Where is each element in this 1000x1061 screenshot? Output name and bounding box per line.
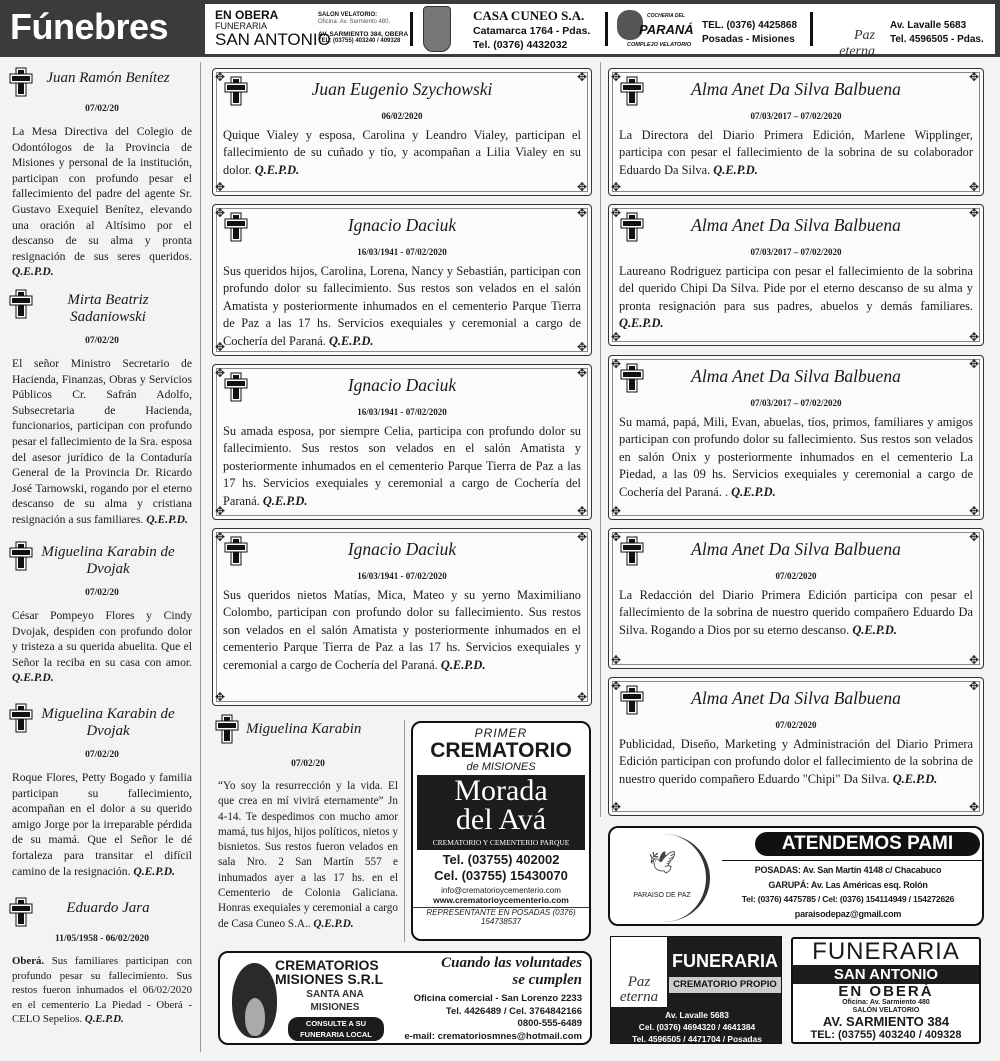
notice-body (12, 356, 192, 528)
ad-text: Oficina comercial - San Lorenzo 2233 (413, 993, 582, 1004)
ad-text: EN OBERÁ (838, 983, 934, 1000)
pami-headline: ATENDEMOS PAMI (755, 832, 980, 856)
cross-icon (623, 79, 641, 103)
divider (810, 12, 813, 46)
notice-body (619, 127, 973, 179)
ad-title-block (667, 937, 782, 1007)
ornament-corner-icon: ✥ (611, 180, 622, 194)
casa-cuneo-crest-logo (423, 6, 451, 52)
ad-text: SANTA ANA (306, 989, 364, 1000)
qepd-text: Q.E.P.D. (262, 493, 308, 508)
ornament-corner-icon: ✥ (969, 70, 980, 84)
qepd-text: Q.E.P.D. (713, 162, 758, 177)
ad-contact (404, 993, 582, 1043)
ad-text: CREMATORIO PROPIO (669, 977, 781, 993)
ad-name-block (417, 775, 585, 850)
cross-icon (227, 215, 245, 239)
cross-icon (623, 366, 641, 390)
deceased-name: Mirta Beatriz Sadaniowski (67, 292, 149, 325)
qepd-text: Q.E.P.D. (254, 162, 300, 177)
qepd-text: Q.E.P.D. (731, 484, 776, 499)
ornament-corner-icon: ✥ (215, 530, 226, 544)
ornament-corner-icon: ✥ (969, 357, 980, 371)
obituary-notice (12, 900, 192, 1027)
ad-location (295, 988, 375, 1014)
cross-icon (623, 688, 641, 712)
qepd-text: Q.E.P.D. (84, 1013, 124, 1025)
deceased-name: Miguelina Karabin de Dvojak (41, 544, 175, 577)
ad-text: PARANÁ (639, 22, 694, 37)
ad-text: AV. SARMIENTO 384, OBERA (318, 31, 409, 39)
notice-date: 07/03/2017 – 07/02/2020 (750, 247, 842, 257)
obituary-notice (608, 677, 984, 816)
deceased-name: Alma Anet Da Silva Balbuena (691, 215, 901, 235)
ad-text: Morada (454, 774, 548, 807)
ornament-corner-icon: ✥ (577, 690, 588, 704)
deceased-name: Alma Anet Da Silva Balbuena (691, 688, 901, 708)
ad-text: Tel. (0376) 4432032 (473, 38, 568, 51)
ad-text: COCHERIA DEL (647, 13, 685, 19)
qepd-text: Q.E.P.D. (12, 671, 54, 685)
ad-text: Oficina: Av. Sarmiento 480 (842, 999, 930, 1006)
section-header (0, 0, 1000, 57)
ad-morada-del-ava[interactable] (411, 721, 591, 941)
ornament-corner-icon: ✥ (215, 180, 226, 194)
ornament-corner-icon: ✥ (215, 340, 226, 354)
deceased-name: Eduardo Jara (66, 900, 150, 916)
deceased-name: Ignacio Daciuk (347, 215, 457, 235)
ornament-corner-icon: ✥ (969, 330, 980, 344)
ad-text: FUNERARIA (672, 951, 778, 971)
deceased-name: Miguelina Karabin (246, 720, 362, 737)
ornament-corner-icon: ✥ (215, 366, 226, 380)
divider (410, 12, 413, 46)
consult-badge (288, 1017, 384, 1041)
ad-text: Tel. 4596505 - Pdas. (890, 34, 984, 45)
notice-date: 07/02/20 (85, 336, 119, 346)
header-ads-strip (205, 4, 995, 59)
obituary-notice (608, 528, 984, 669)
ornament-corner-icon: ✥ (969, 180, 980, 194)
qepd-text: Q.E.P.D. (892, 771, 938, 786)
ornament-corner-icon: ✥ (611, 653, 622, 667)
ad-text: Cel. (03755) 15430070 (434, 868, 568, 883)
obituary-notice (608, 204, 984, 346)
header-ad-casa-cuneo[interactable] (473, 8, 590, 51)
qepd-text: Q.E.P.D. (852, 622, 897, 637)
ad-text: TEL. (0376) 4425868 (702, 20, 798, 31)
notice-text: “Yo soy la resurrección y la vida. El que crea en mí vivirá eternamente” Jn 4-14. Te despedimos con mucho amor mamá, tus hijos, hijos políticos, nietos y bisnietos. Sus restos fueron velados en sala Nro. 2 San Martín 557 e inhumados ayer a las 17 hs. en el Cementerio de Colonia Galiciana. Honras exequiales y ceremonial a cargo de Casa Cuneo S.A.. (218, 780, 398, 930)
cross-icon (623, 215, 641, 239)
obituary-notice (218, 717, 398, 932)
ad-text: MISIONES S.R.L (275, 971, 384, 987)
ad-text: GARUPÁ: Av. Las Américas esq. Rolón (768, 879, 928, 890)
ad-paraiso-de-paz[interactable] (608, 826, 984, 926)
ad-text: SALÓN VELATORIO (852, 1007, 920, 1014)
qepd-text: Q.E.P.D. (440, 657, 486, 672)
notice-text: Laureano Rodriguez participa con pesar el fallecimiento de la sobrina del querido Chipi Da Silva. Pide por el eterno descanso de su alma y pronta resignación para sus padres, abuelos y demás familiares. (619, 264, 973, 313)
header-ad-san-antonio[interactable] (215, 9, 331, 48)
notice-body (619, 587, 973, 639)
ad-text: CREMATORIOS (275, 957, 379, 973)
qepd-text: Q.E.P.D. (328, 333, 374, 348)
notice-date: 16/03/1941 - 07/02/2020 (357, 247, 447, 257)
cross-icon (12, 70, 30, 94)
ad-text: EN OBERA (215, 8, 279, 22)
ornament-corner-icon: ✥ (577, 70, 588, 84)
ad-funeraria-san-antonio[interactable] (791, 937, 981, 1044)
deceased-name: Alma Anet Da Silva Balbuena (691, 539, 901, 559)
divider (722, 860, 984, 861)
notice-text: El señor Ministro Secretario de Hacienda, Finanzas, Obras y Servicios Públicos Cr. Safrán Adolfo, Subsecretaria de Hacienda, funcionarios, participan con profundo pesar el fallecimiento de la Sra. esposa del asesor jurídico de la Contaduría General de la Provincia Dr. Ricardo José Tarnowski, rogando por el eterno descanso de su alma y cristiana resignación a sus familiares. (12, 357, 192, 526)
notice-date: 06/02/2020 (381, 111, 423, 121)
ad-text: se cumplen (512, 972, 582, 988)
ad-text: TEL: (03755) 403240 / 409328 (810, 1029, 962, 1041)
qepd-text: Q.E.P.D. (313, 917, 354, 930)
column-divider (200, 62, 201, 1052)
ad-text: Cuando las voluntades (441, 955, 582, 971)
notice-text: Sus queridos nietos Matías, Mica, Mateo y su yerno Maximiliano Colombo, participan con profundo dolor su fallecimiento. Sus restos son velados en el salón Amatista y posteriormente inhumados en el cementerio Parque Tierra de Paz a las 17 hs. Servicios exequiales y ceremonial a cargo de Cochería del Paraná. (223, 588, 581, 672)
ornament-corner-icon: ✥ (577, 504, 588, 518)
ad-text: AV. SARMIENTO 384 (822, 1014, 950, 1029)
notice-text: La Directora del Diario Primera Edición, Marlene Wipplinger, participa con pesar el fallecimiento de la sobrina de su colaborador Eduardo Da Silva. (619, 128, 973, 177)
notice-body (223, 263, 581, 350)
notice-body (12, 770, 192, 879)
ad-text: SAN ANTONIO (215, 30, 331, 50)
notice-date: 07/02/20 (85, 750, 119, 760)
header-ad-parana[interactable] (702, 19, 797, 47)
qepd-text: Q.E.P.D. (12, 265, 54, 279)
notice-text: Roque Flores, Petty Bogado y familia participan su fallecimiento, acompañan en el dolor a su querido amigo Jorge por la irreparable pérdida de su mamá. Que el Señor le dé fortaleza para transitar el difícil camino de la resignación. (12, 771, 192, 878)
ornament-corner-icon: ✥ (577, 366, 588, 380)
qepd-text: Q.E.P.D. (619, 316, 664, 331)
divider (605, 12, 608, 46)
ad-text: Catamarca 1764 - Pdas. (473, 25, 591, 37)
ad-text: REPRESENTANTE EN POSADAS (0376) 154738537 (413, 907, 589, 926)
obituary-notice (12, 70, 192, 280)
ornament-corner-icon: ✥ (611, 679, 622, 693)
notice-text: Su amada esposa, por siempre Celia, participa con profundo dolor su fallecimiento. Sus restos son velados en el salón Amatista y posteriormente inhumados en el cementerio Parque Tierra de Paz a las 17 hs. Servicios exequiales y ceremonial a cargo de Cochería del Paraná. (223, 424, 581, 508)
ad-text: Av. Lavalle 5683 (665, 1010, 729, 1020)
deceased-name: Alma Anet Da Silva Balbuena (691, 79, 901, 99)
qepd-text: Q.E.P.D. (146, 512, 188, 526)
notice-body (12, 954, 192, 1027)
notice-body (619, 263, 973, 333)
obituary-notice (212, 364, 592, 520)
notice-body (218, 779, 398, 932)
ad-text: CREMATORIO Y CEMENTERIO PARQUE (432, 838, 570, 847)
notice-text: César Pompeyo Flores y Cindy Dvojak, despiden con profundo dolor y tristeza a su querida abuelita. Que el Señor la reciba en su casa con amor. (12, 609, 192, 669)
notice-body (223, 587, 581, 674)
notice-text: Sus queridos hijos, Carolina, Lorena, Nancy y Sebastián, participan con profundo dolor su fallecimiento. Sus restos son velados en el salón Amatista y posteriormente inhumados en el cementerio Parque Tierra de Paz a las 17 hs. Servicios exequiales y ceremonial a cargo de Cochería del Paraná. (223, 264, 581, 348)
notice-body (223, 127, 581, 179)
deceased-name: Ignacio Daciuk (347, 539, 457, 559)
ad-text: Av. Lavalle 5683 (890, 20, 967, 31)
obituary-notice (12, 292, 192, 528)
ornament-corner-icon: ✥ (611, 504, 622, 518)
deceased-name: Alma Anet Da Silva Balbuena (691, 366, 901, 386)
ornament-corner-icon: ✥ (611, 70, 622, 84)
notice-date: 16/03/1941 - 07/02/2020 (357, 407, 447, 417)
dove-icon: 🕊 (648, 850, 676, 875)
ornament-corner-icon: ✥ (577, 340, 588, 354)
notice-date: 07/02/20 (85, 588, 119, 598)
paz-eterna-logo: Paz eterna (619, 974, 659, 1005)
parana-logo (617, 8, 697, 52)
notice-text: Quique Vialey y esposa, Carolina y Leandro Vialey, participan el fallecimiento de su cuñado y tío, y acompañan a Lilia Vialey en su dolor. (223, 128, 581, 177)
notice-date: 07/02/20 (85, 104, 119, 114)
ad-crematorios-misiones[interactable] (218, 951, 592, 1045)
pami-contact (712, 863, 984, 921)
ad-text: COMPLEJO VELATORIO (627, 42, 691, 48)
notice-lead: Oberá. (12, 955, 45, 967)
ornament-corner-icon: ✥ (215, 70, 226, 84)
column-divider (404, 720, 405, 942)
ornament-corner-icon: ✥ (611, 206, 622, 220)
ad-text: POSADAS: Av. San Martín 4148 c/ Chacabuco (754, 865, 942, 875)
obituary-notice (12, 544, 192, 686)
ornament-corner-icon: ✥ (969, 504, 980, 518)
header-ad-paz-eterna[interactable] (890, 19, 984, 47)
notice-body (12, 124, 192, 280)
ornament-corner-icon: ✥ (969, 653, 980, 667)
ornament-corner-icon: ✥ (577, 530, 588, 544)
flame-inner-icon (245, 998, 265, 1036)
notice-date: 07/02/20 (291, 759, 325, 769)
ad-text: MISIONES (310, 1002, 360, 1013)
ornament-corner-icon: ✥ (215, 206, 226, 220)
column-divider (600, 62, 601, 817)
ad-text: de MISIONES (466, 761, 536, 773)
obituary-notice (212, 68, 592, 196)
notice-date: 16/03/1941 - 07/02/2020 (357, 571, 447, 581)
cross-icon (623, 539, 641, 563)
ad-slogan (441, 955, 582, 989)
notice-date: 07/02/2020 (775, 571, 817, 581)
ad-text: Tel. (03755) 402002 (442, 852, 560, 867)
obituary-notice (12, 706, 192, 879)
ornament-corner-icon: ✥ (969, 679, 980, 693)
deceased-name: Juan Ramón Benítez (46, 70, 170, 86)
ad-text: CASA CUNEO S.A. (473, 8, 585, 23)
notice-date: 07/03/2017 – 07/02/2020 (750, 111, 842, 121)
notice-date: 07/02/2020 (775, 720, 817, 730)
obituary-notice (608, 68, 984, 196)
ornament-corner-icon: ✥ (969, 800, 980, 814)
notice-body (12, 608, 192, 686)
obituary-notice (212, 528, 592, 706)
ornament-corner-icon: ✥ (969, 530, 980, 544)
ornament-corner-icon: ✥ (611, 330, 622, 344)
ornament-corner-icon: ✥ (969, 206, 980, 220)
ad-text: paraisodepaz@gmail.com (794, 908, 902, 919)
ad-text: www.crematorioycementerio.com (433, 895, 569, 905)
ornament-corner-icon: ✥ (611, 357, 622, 371)
notice-text: La Mesa Directiva del Colegio de Odontólogos de la Provincia de Misiones y personal de la institución, participan con profundo pesar el fallecimiento del padre del agente Sr. Gustavo Exequiel Benítez, elevando una oración al Altísimo por el descanso de su alma y pronta resignación de sus seres queridos. (12, 125, 192, 263)
ad-text: TEL: (03755) 403240 / 409328 (318, 38, 401, 45)
cross-icon (227, 375, 245, 399)
ad-text: SAN ANTONIO (793, 965, 979, 984)
deceased-name: Juan Eugenio Szychowski (311, 79, 493, 99)
ad-text: SALON VELATORIO: (318, 12, 378, 18)
ad-text: Tel. 4426489 / Cel. 3764842166 (445, 1005, 582, 1017)
notice-text: Publicidad, Diseño, Marketing y Administración del Diario Primera Edición participan con profundo dolor el fallecimiento de la sobrina de nuestro querido compañero Eduardo "Chipi" Da Silva. (619, 737, 973, 786)
notice-date: 07/03/2017 – 07/02/2020 (750, 398, 842, 408)
obituary-notice (608, 355, 984, 520)
qepd-text: Q.E.P.D. (133, 864, 176, 878)
deceased-name: Miguelina Karabin de Dvojak (41, 706, 175, 739)
ornament-corner-icon: ✥ (215, 690, 226, 704)
ornament-corner-icon: ✥ (215, 504, 226, 518)
notice-date: 11/05/1958 - 06/02/2020 (55, 934, 149, 944)
notice-text: Sus familiares participan con profundo pesar su fallecimiento. Sus restos fueron inhumados el 06/02/2020 en el cementerio La Piedad - Oberá - CELO Sepelios. (12, 955, 192, 1025)
ad-text: Tel. 4596505 / 4471704 / Posadas (632, 1034, 762, 1044)
cross-icon (227, 539, 245, 563)
cross-icon (12, 900, 30, 924)
notice-text: La Redacción del Diario Primera Edición participa con pesar el fallecimiento de la sobrina de nuestro querido compañero Eduardo Da Silva. Rogando a Dios por su eterno descanso. (619, 588, 973, 637)
notice-body (619, 414, 973, 501)
cross-icon (12, 544, 30, 568)
cross-icon (227, 79, 245, 103)
ad-text: CONSULTE A SU (305, 1019, 367, 1028)
notice-body (223, 423, 581, 510)
ad-text: Cel. (0376) 4694320 / 4641384 (638, 1022, 756, 1032)
ad-text: FUNERARIA LOCAL (300, 1030, 372, 1039)
section-title: Fúnebres (10, 6, 169, 47)
cross-icon (218, 717, 236, 741)
paz-eterna-logo: Paz eterna (839, 28, 875, 59)
notice-text: Su mamá, papá, Mili, Evan, abuelas, tíos, primos, familiares y amigos participan con profundo dolor su fallecimiento. Sus restos son velados en salón Onix y posteriormente inhumados en el cementerio La Piedad, a las 09 hs. Servicios exequiales y ceremonial a cargo de Cochería del Paraná. . (619, 415, 973, 499)
ornament-corner-icon: ✥ (611, 800, 622, 814)
ad-text: Posadas - Misiones (702, 34, 795, 45)
ad-text: e-mail: crematoriosmnes@hotmail.com (404, 1030, 582, 1042)
paraiso-de-paz-logo: PARAISO DE PAZ (618, 834, 710, 922)
ad-text: info@crematorioycementerio.com (441, 886, 561, 895)
ad-text: CREMATORIO (430, 739, 572, 762)
ad-text: Tel: (0376) 4475785 / Cel: (0376) 154114949 / 154272626 (741, 894, 955, 904)
notice-body (619, 736, 973, 788)
ad-text: FUNERARIA (215, 21, 268, 32)
ad-text: PRIMER (474, 726, 528, 740)
ad-text: FUNERARIA (812, 938, 960, 965)
cross-icon (12, 706, 30, 730)
ad-funeraria-paz-eterna[interactable] (610, 936, 782, 1044)
ad-name (275, 958, 383, 986)
header-ad-san-antonio-details (318, 12, 418, 45)
ad-text: Oficina: Av. Sarmiento 480. (318, 18, 391, 25)
obituary-notice (212, 204, 592, 356)
ad-contact (611, 1007, 782, 1044)
deceased-name: Ignacio Daciuk (347, 375, 457, 395)
ornament-corner-icon: ✥ (611, 530, 622, 544)
ornament-corner-icon: ✥ (577, 206, 588, 220)
ad-text: 0800-555-6489 (517, 1018, 582, 1029)
ad-text: del Avá (455, 803, 547, 836)
cross-icon (12, 292, 30, 316)
ornament-corner-icon: ✥ (577, 180, 588, 194)
